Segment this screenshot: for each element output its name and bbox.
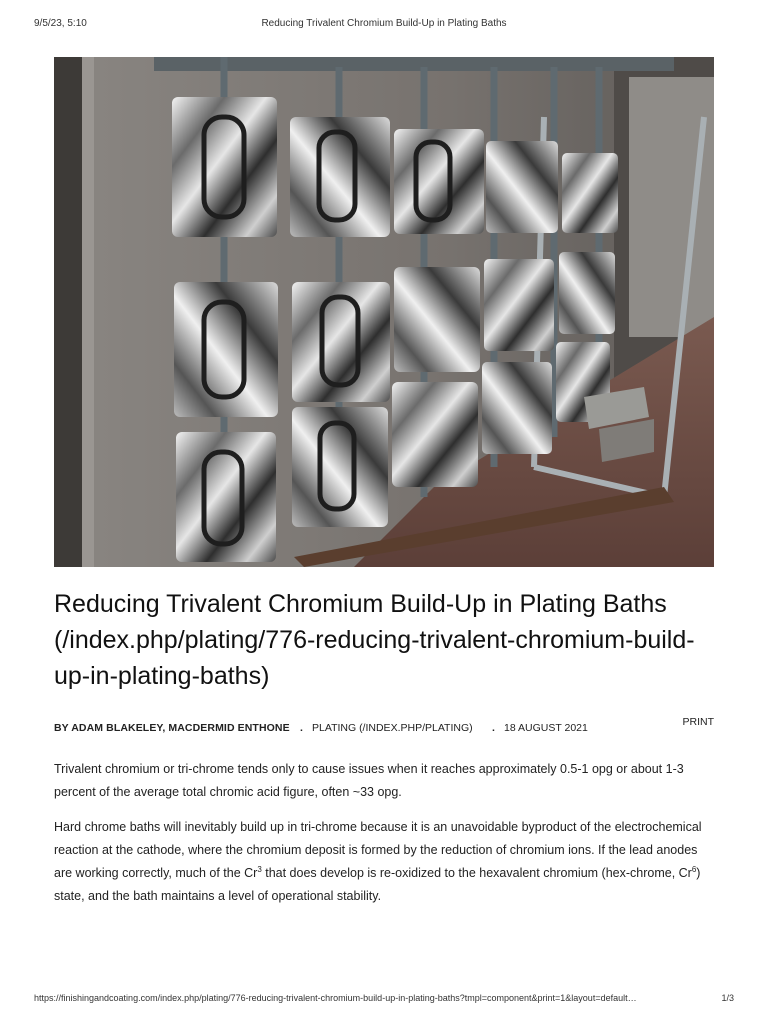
print-header bbox=[34, 18, 734, 32]
print-footer bbox=[34, 993, 734, 1007]
page-number: 1/3 bbox=[721, 993, 734, 1003]
meta-separator: . bbox=[492, 722, 495, 734]
meta-separator: . bbox=[300, 722, 303, 734]
paragraph-text: Hard chrome baths will inevitably build up in tri-chrome because it is an unavoidable byproduct of the electrochemical reaction at the cathode, where the chromium deposit is formed by the reduction of chromium ions. If the lead anodes are working correctly, much of the Cr bbox=[54, 820, 702, 880]
print-link[interactable]: PRINT bbox=[682, 716, 714, 728]
publish-date: 18 AUGUST 2021 bbox=[504, 722, 588, 734]
chrome-parts-rack-photo bbox=[54, 57, 714, 567]
article-title: Reducing Trivalent Chromium Build-Up in Plating Baths (/index.php/plating/776-reducing-trivalent-chromium-build-up-in-plating-baths) bbox=[54, 590, 695, 690]
article-body bbox=[54, 758, 714, 920]
author-byline: BY ADAM BLAKELEY, MACDERMID ENTHONE bbox=[54, 722, 290, 734]
paragraph: Trivalent chromium or tri-chrome tends only to cause issues when it reaches approximately 0.5-1 opg or about 1-3 percent of the average total chromic acid figure, often ~33 opg. bbox=[54, 762, 684, 799]
print-doc-title: Reducing Trivalent Chromium Build-Up in Plating Baths bbox=[261, 18, 507, 29]
superscript: 6 bbox=[691, 864, 697, 874]
paragraph-text: ) state, and the bath maintains a level of operational stability. bbox=[54, 866, 701, 903]
print-datetime: 9/5/23, 5:10 bbox=[34, 18, 87, 29]
page-url: https://finishingandcoating.com/index.php/plating/776-reducing-trivalent-chromium-build-up-in-plating-baths?tmpl=component&print=1&layout=default… bbox=[34, 993, 637, 1003]
superscript: 3 bbox=[257, 864, 262, 874]
hero-image bbox=[54, 57, 714, 567]
paragraph-text: that does develop is re-oxidized to the hexavalent chromium (hex-chrome, Cr bbox=[261, 866, 692, 880]
article-meta bbox=[54, 716, 714, 740]
category-link[interactable]: PLATING (/INDEX.PHP/PLATING) bbox=[312, 722, 473, 734]
paragraph bbox=[54, 816, 714, 908]
